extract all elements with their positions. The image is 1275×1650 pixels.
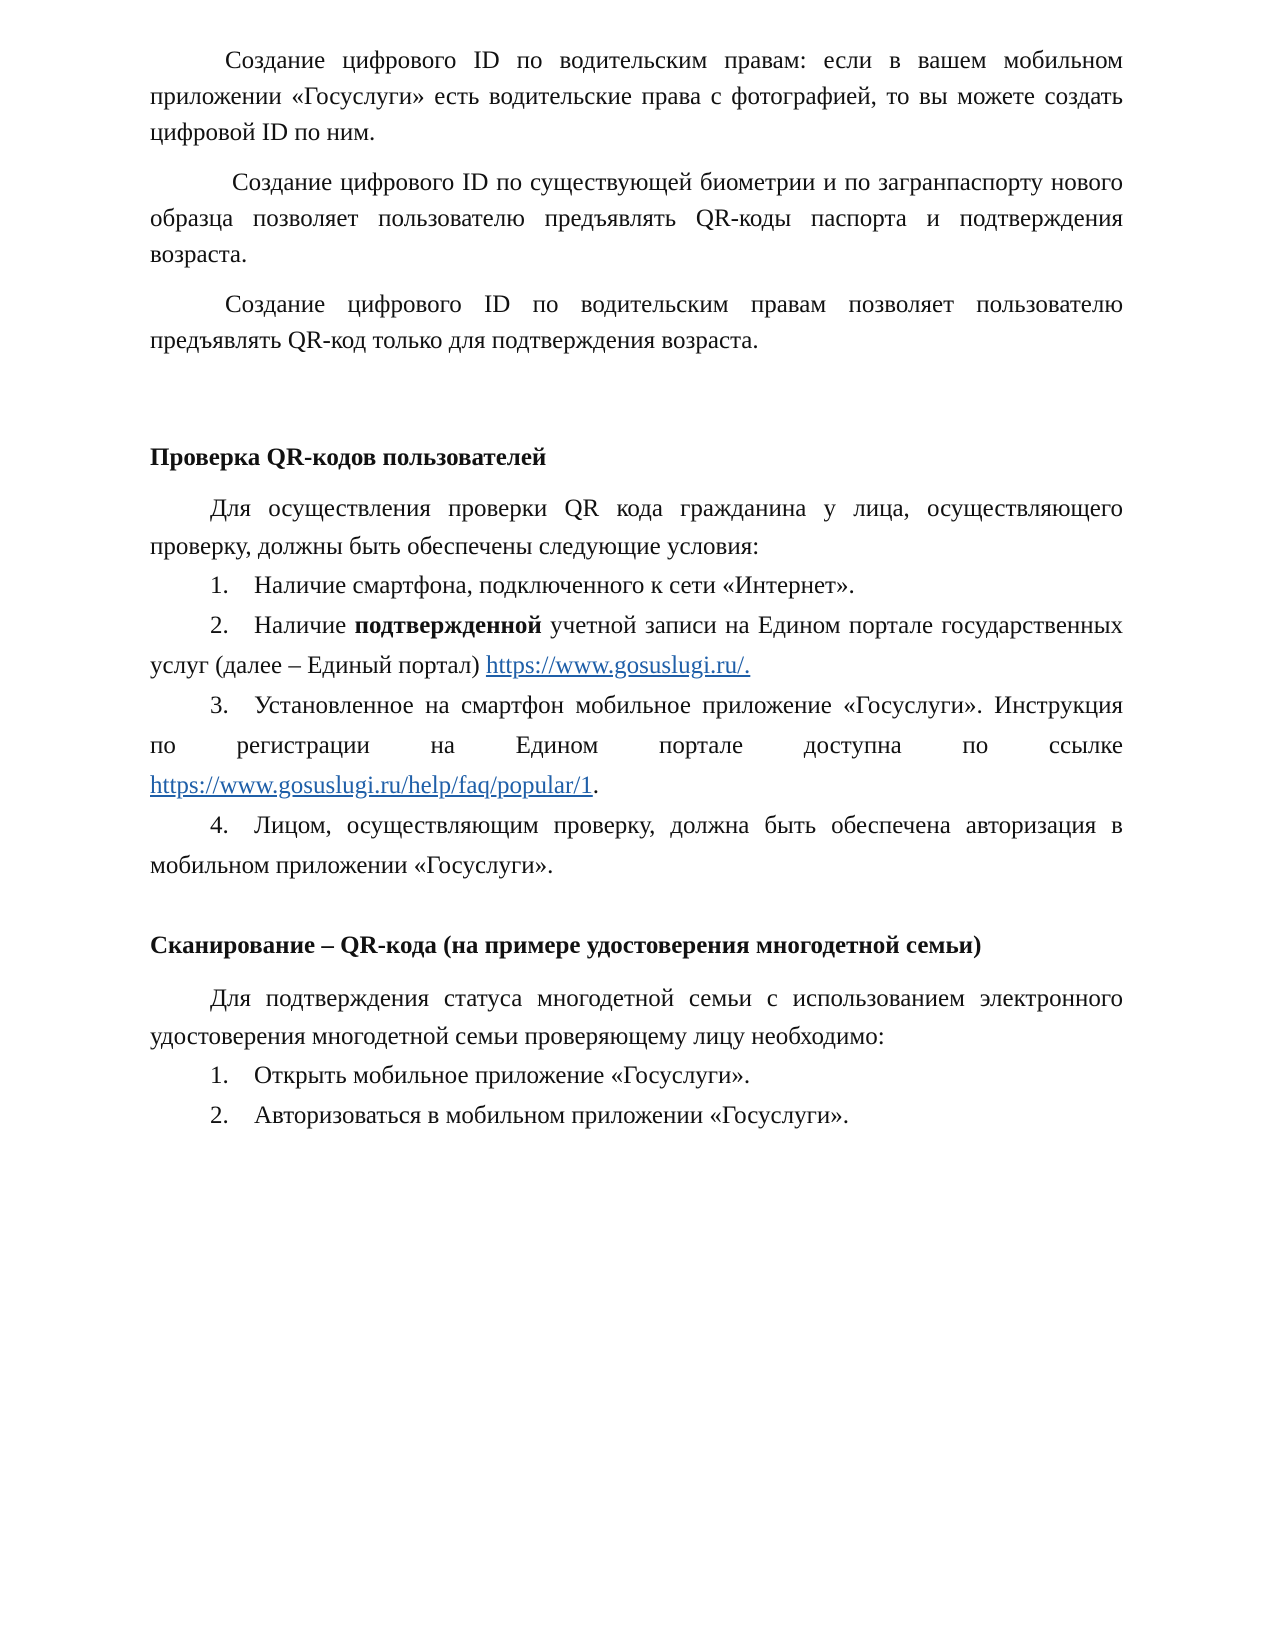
intro-paragraph-driver-license: Создание цифрового ID по водительским правам: если в вашем мобильном приложении «Госуслуги» есть водительские права с фотографией, то вы можете создать цифровой ID по ним. (150, 47, 1123, 146)
gosuslugi-portal-link[interactable]: https://www.gosuslugi.ru/. (485, 652, 751, 679)
section-heading-qr-scan: Сканирование – QR-кода (на примере удостоверения многодетной семьи) (150, 932, 982, 959)
list-item-emphasis: подтвержденной (354, 612, 542, 639)
list-item (150, 566, 1123, 606)
list-item-text: Открыть мобильное приложение «Госуслуги». (254, 1062, 751, 1089)
intro-paragraph-biometrics: Создание цифрового ID по существующей биометрии и по загранпаспорту нового образца позволяет пользователю предъявлять QR-коды паспорта и подтверждения возраста. (150, 169, 1123, 268)
list-item (150, 606, 1123, 686)
intro-paragraph-age-qr: Создание цифрового ID по водительским правам позволяет пользователю предъявлять QR-код только для подтверждения возраста. (150, 291, 1123, 354)
list-item-text: учетной записи на Едином портале государственных услуг (далее – Единый портал) (150, 612, 1123, 679)
list-item-text: Авторизоваться в мобильном приложении «Госуслуги». (254, 1102, 849, 1129)
section-heading-qr-check: Проверка QR-кодов пользователей (150, 444, 547, 471)
list-item-number: 4. (210, 812, 229, 839)
section-lead-qr-scan: Для подтверждения статуса многодетной семьи с использованием электронного удостоверения многодетной семьи проверяющему лицу необходимо: (150, 985, 1123, 1050)
list-item-text: Лицом, осуществляющим проверку, должна быть обеспечена авторизация в мобильном приложении «Госуслуги». (150, 812, 1123, 879)
list-item-text: Установленное на смартфон мобильное приложение «Госуслуги». Инструкция по регистрации на Едином портале доступна по ссылке (150, 692, 1123, 759)
list-item (150, 1096, 1123, 1136)
list-item-number: 1. (210, 572, 229, 599)
gosuslugi-faq-link[interactable]: https://www.gosuslugi.ru/help/faq/popular/1 (150, 772, 593, 799)
list-item-text: Наличие (254, 612, 355, 639)
list-item-number: 1. (210, 1062, 229, 1089)
list-item (150, 686, 1123, 806)
list-item-number: 3. (210, 692, 229, 719)
list-item-number: 2. (210, 612, 229, 639)
list-item (150, 806, 1123, 886)
list-item (150, 1056, 1123, 1096)
section-lead-qr-check: Для осуществления проверки QR кода гражданина у лица, осуществляющего проверку, должны быть обеспечены следующие условия: (150, 495, 1123, 560)
list-item-text: Наличие смартфона, подключенного к сети «Интернет». (254, 572, 855, 599)
list-item-number: 2. (210, 1102, 229, 1129)
list-item-text: . (592, 772, 600, 799)
